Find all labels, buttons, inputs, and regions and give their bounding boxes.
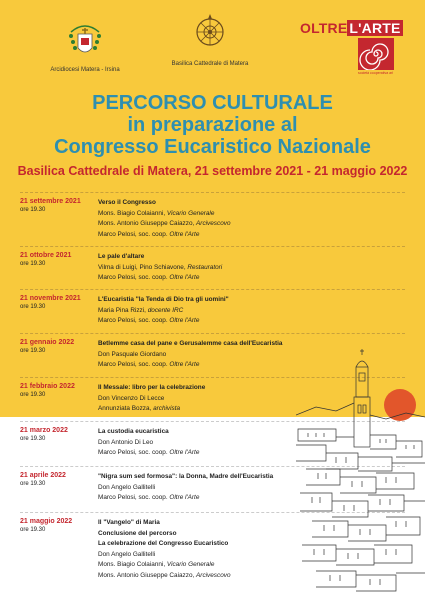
event-date: 21 gennaio 2022 [20, 339, 75, 346]
speaker-line [98, 273, 398, 284]
event-title: "Nigra sum sed formosa": la Donna, Madre dell'Eucaristia [98, 473, 274, 480]
cathedral-logo [150, 10, 270, 67]
event-title: La custodia eucaristica [98, 428, 169, 435]
sun-icon [384, 389, 416, 421]
poster-header [0, 0, 425, 90]
oltrelarte-word-larte: L'ARTE [349, 20, 401, 36]
event-time: ore 19.30 [20, 261, 46, 267]
event-title: Verso il Congresso [98, 199, 156, 206]
speaker-name: Mons. Biagio Colaianni, [98, 209, 167, 217]
speaker-name: Don Pasquale Giordano [98, 350, 167, 358]
diocese-caption: Arcidiocesi Matera - Irsina [50, 67, 120, 73]
speaker-line [98, 316, 398, 327]
speaker-role: Vicario Generale [166, 209, 215, 217]
diocese-coat-of-arms-icon [65, 16, 105, 62]
speaker-role: Oltre l'Arte [169, 361, 200, 368]
event-time: ore 19.30 [20, 304, 46, 310]
speaker-role: Vicario Generale [166, 561, 215, 568]
speaker-name: Don Antonio Di Leo [98, 438, 154, 446]
speaker-name: Marco Pelosi, soc. coop. [98, 449, 170, 456]
divider [20, 333, 405, 334]
event-date: 21 marzo 2022 [20, 427, 68, 434]
spiral-logo-icon [358, 38, 394, 70]
event-time: ore 19.30 [20, 348, 46, 354]
divider [20, 289, 405, 290]
title-line-2: in preparazione al [127, 114, 298, 136]
speaker-name: Marco Pelosi, soc. coop. [98, 317, 170, 324]
speaker-role: Oltre l'Arte [169, 274, 200, 281]
speaker-name: Don Angelo Gallitelli [98, 550, 156, 558]
speaker-name: Don Vincenzo Di Lecce [98, 394, 165, 402]
speaker-name: Don Angelo Gallitelli [98, 483, 156, 491]
speaker-line [98, 230, 398, 241]
event-date: 21 novembre 2021 [20, 295, 81, 302]
event-title: Le pale d'altare [98, 253, 145, 260]
event-title: L'Eucaristia "la Tenda di Dio tra gli uomini" [98, 296, 229, 303]
oltrelarte-wordmark [300, 20, 400, 36]
speaker-role: Arcivescovo [196, 571, 231, 579]
speaker-role: archivista [153, 405, 181, 412]
event-time: ore 19.30 [20, 207, 46, 213]
title-line-3: Congresso Eucaristico Nazionale [54, 136, 371, 158]
oltrelarte-word-oltre: OLTRE [300, 20, 348, 36]
title-line-1: PERCORSO CULTURALE [92, 92, 333, 114]
speaker-name: Mons. Biagio Colaianni, [98, 561, 167, 568]
speaker-role: Oltre l'Arte [169, 494, 200, 501]
speaker-name: Annunziata Bozza, [98, 405, 154, 412]
speaker-role: Oltre l'Arte [169, 230, 200, 238]
event-title-3: La celebrazione del Congresso Eucaristico [98, 540, 229, 547]
speaker-name: Mons. Antonio Giuseppe Caiazzo, [98, 571, 197, 579]
event-date: 21 settembre 2021 [20, 198, 81, 205]
event-title: Il "Vangelo" di Maria [98, 519, 160, 526]
event-title: Il Messale: libro per la celebrazione [98, 384, 206, 391]
speaker-line [98, 306, 398, 317]
event-date: 21 ottobre 2021 [20, 252, 72, 259]
event-date: 21 maggio 2022 [20, 518, 73, 525]
divider [20, 192, 405, 193]
poster-subtitle: Basilica Cattedrale di Matera, 21 settembre 2021 - 21 maggio 2022 [17, 164, 408, 178]
speaker-role: Oltre l'Arte [169, 317, 200, 324]
event-date: 21 aprile 2022 [20, 472, 66, 479]
event-title: Betlemme casa del pane e Gerusalemme casa dell'Eucaristia [98, 340, 283, 347]
speaker-name: Marco Pelosi, soc. coop. [98, 230, 170, 238]
oltrelarte-subtitle: società cooperativa arl [358, 71, 394, 75]
speaker-role: Arcivescovo [196, 220, 231, 227]
rose-window-icon [190, 10, 230, 56]
event-time: ore 19.30 [20, 527, 46, 533]
divider [20, 246, 405, 247]
event-time: ore 19.30 [20, 436, 46, 442]
speaker-name: Marco Pelosi, soc. coop. [98, 494, 170, 501]
speaker-line [98, 209, 398, 220]
matera-sketch-illustration [296, 345, 425, 600]
speaker-name: Vilma di Luigi, Pino Schiavone, [98, 263, 188, 271]
speaker-role: docente IRC [147, 306, 184, 314]
speaker-name: Marco Pelosi, soc. coop. [98, 274, 170, 281]
event-title-2: Conclusione del percorso [98, 529, 177, 537]
speaker-role: Oltre l'Arte [169, 449, 200, 456]
diocese-logo [40, 16, 130, 73]
speaker-name: Marco Pelosi, soc. coop. [98, 361, 170, 368]
event-time: ore 19.30 [20, 481, 46, 487]
oltrelarte-logo [300, 20, 401, 75]
cathedral-caption: Basilica Cattedrale di Matera [171, 61, 249, 67]
speaker-name: Maria Pina Rizzi, [98, 306, 148, 314]
event-time: ore 19.30 [20, 392, 46, 398]
speaker-name: Mons. Antonio Giuseppe Caiazzo, [98, 220, 197, 227]
speaker-role: Restauratori [187, 263, 223, 271]
speaker-line [98, 263, 398, 274]
event-date: 21 febbraio 2022 [20, 383, 75, 390]
speaker-line [98, 219, 398, 230]
